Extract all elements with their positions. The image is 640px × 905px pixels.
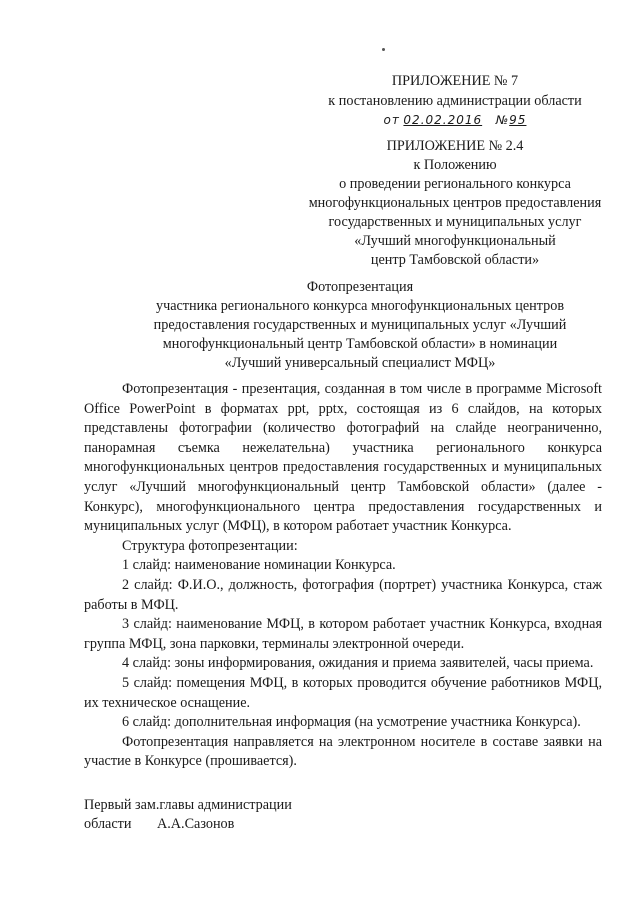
body-paragraph: Структура фотопрезентации: bbox=[122, 537, 298, 554]
appendix7-title: ПРИЛОЖЕНИЕ № 7 bbox=[391, 73, 519, 89]
appendix24-line: многофункциональных центров предоставления bbox=[308, 195, 602, 211]
body-paragraph: 4 слайд: зоны информирования, ожидания и приема заявителей, часы приема. bbox=[122, 655, 594, 672]
body-paragraph: 2 слайд: Ф.И.О., должность, фотография (портрет) участника Конкурса, стаж работы в МФЦ. bbox=[84, 576, 602, 613]
body-paragraph: Фотопрезентация - презентация, созданная в том числе в программе Microsoft Office PowerPoint в форматах ppt, pptx, состоящая из 6 слайдов, на которых представлены фотографии (количество фотографий на слайде неограниченно, панорамная съемка нежелательна) участника регионального конкурса многофункциональных центров предоставления государственных и муниципальных услуг «Лучший многофункциональный центр Тамбовской области» (далее - Конкурс), многофункционального центра предоставления государственных и муниципальных услуг (МФЦ), в котором работает участник Конкурса. bbox=[84, 381, 602, 535]
appendix24-line: к Положению bbox=[413, 157, 497, 173]
scan-dot bbox=[382, 48, 385, 51]
appendix7-subtitle: к постановлению администрации области bbox=[328, 93, 582, 109]
body-paragraph: 1 слайд: наименование номинации Конкурса. bbox=[122, 557, 396, 574]
body-paragraph: 5 слайд: помещения МФЦ, в которых проводится обучение работников МФЦ, их техническое оснащение. bbox=[84, 674, 602, 711]
appendix24-line: государственных и муниципальных услуг bbox=[328, 214, 582, 230]
document-subtitle-line: «Лучший универсальный специалист МФЦ» bbox=[224, 355, 496, 371]
appendix7-date-line bbox=[300, 111, 610, 131]
number-handwritten: 95 bbox=[509, 113, 527, 127]
appendix24-line: центр Тамбовской области» bbox=[370, 252, 540, 268]
document-subtitle-line: участника регионального конкурса многофункциональных центров bbox=[155, 298, 565, 314]
date-handwritten: 02.02.2016 bbox=[403, 113, 483, 127]
number-prefix: № bbox=[495, 113, 510, 127]
document-subtitle-line: предоставления государственных и муниципальных услуг «Лучший bbox=[153, 317, 567, 333]
appendix24-line: «Лучший многофункциональный bbox=[354, 233, 556, 249]
signature-line bbox=[84, 815, 384, 835]
date-prefix: от bbox=[383, 113, 400, 127]
document-title: Фотопрезентация bbox=[306, 279, 414, 295]
signature-name: А.А.Сазонов bbox=[156, 816, 235, 832]
document-subtitle-line: многофункциональный центр Тамбовской области» в номинации bbox=[162, 336, 558, 352]
body-paragraph: Фотопрезентация направляется на электронном носителе в составе заявки на участие в Конкурсе (прошивается). bbox=[84, 733, 602, 770]
body-text bbox=[84, 380, 602, 772]
appendix24-line: о проведении регионального конкурса bbox=[339, 176, 571, 192]
body-paragraph: 6 слайд: дополнительная информация (на усмотрение участника Конкурса). bbox=[122, 714, 581, 731]
appendix24-title: ПРИЛОЖЕНИЕ № 2.4 bbox=[386, 138, 524, 154]
signature-region: области bbox=[84, 816, 132, 832]
body-paragraph: 3 слайд: наименование МФЦ, в котором работает участник Конкурса, входная группа МФЦ, зона парковки, терминалы электронной очереди. bbox=[84, 616, 602, 652]
signature-position: Первый зам.главы администрации bbox=[84, 797, 292, 813]
